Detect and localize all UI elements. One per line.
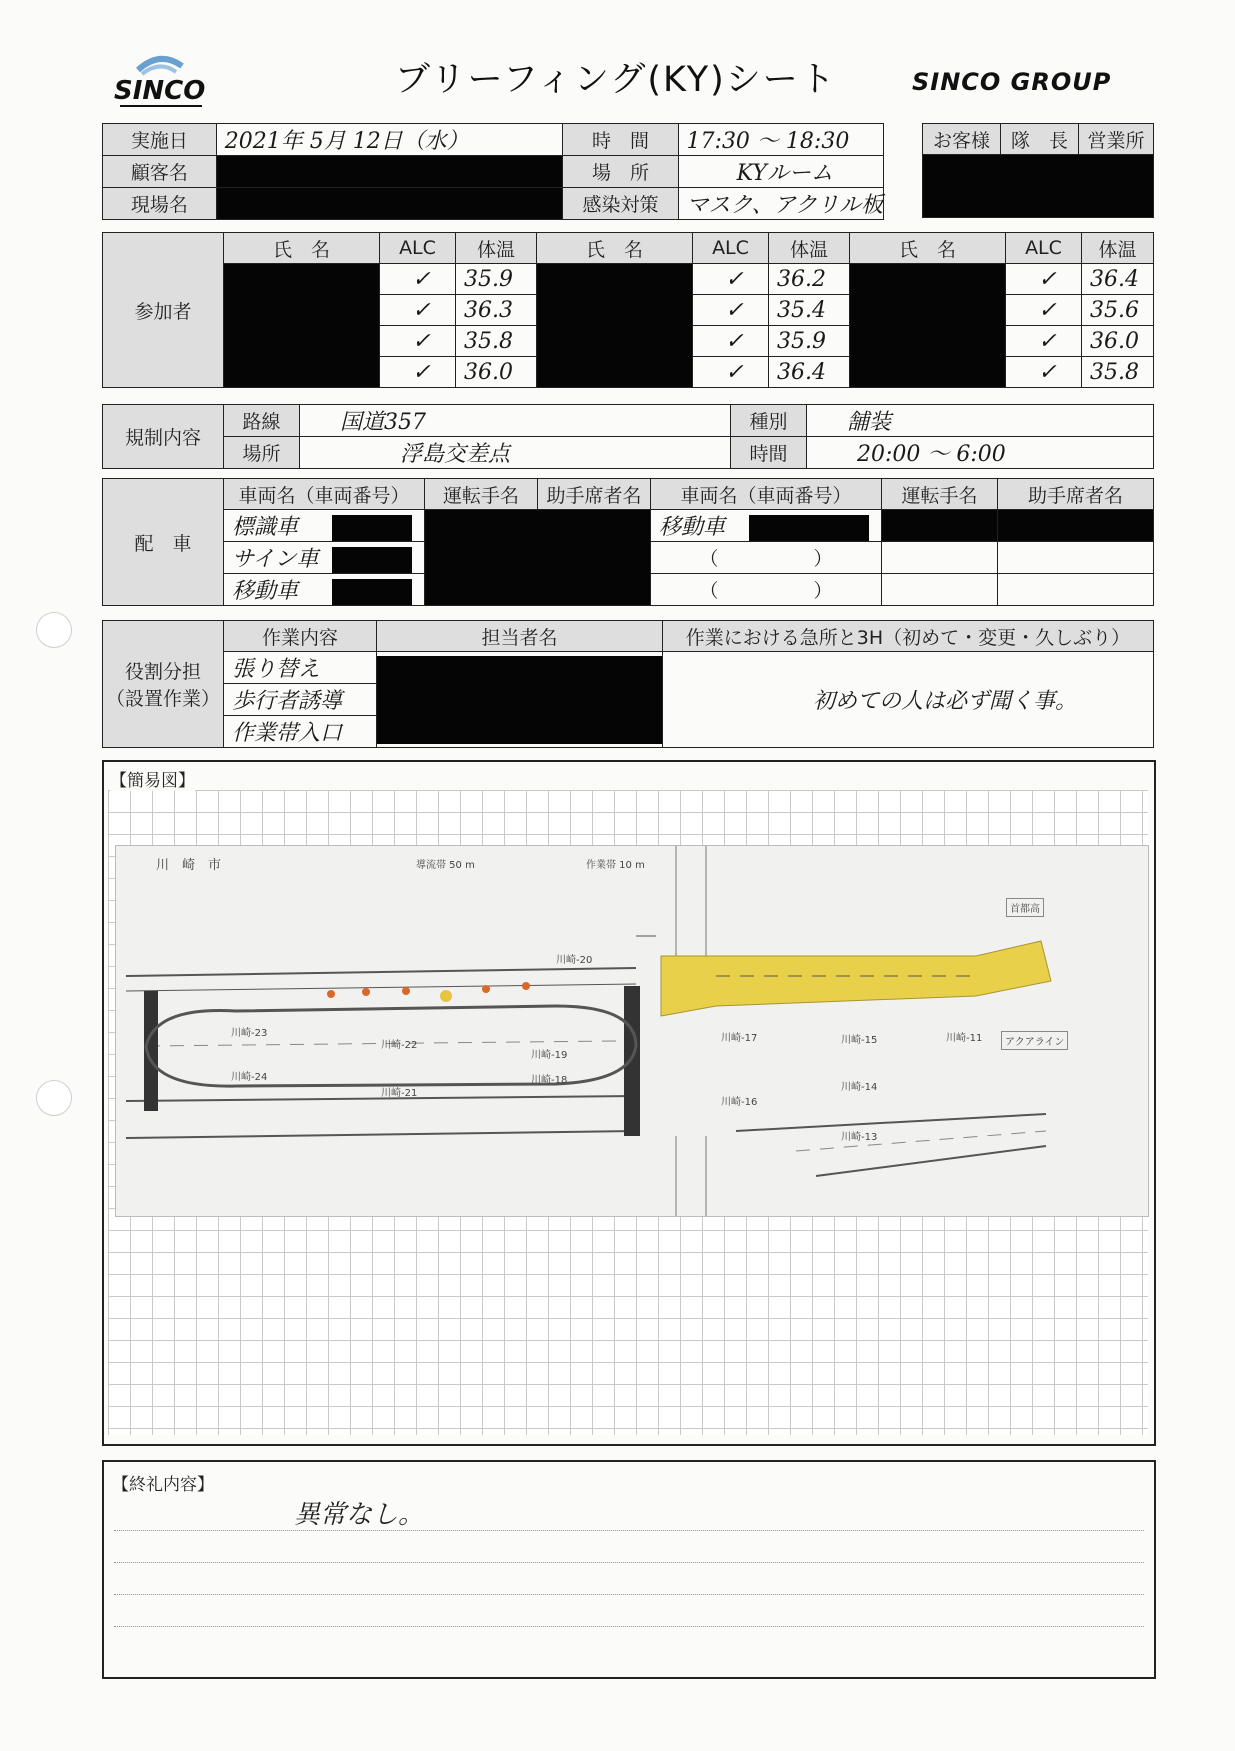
assistant-empty bbox=[998, 574, 1154, 606]
infection-value: マスク、アクリル板 bbox=[678, 188, 883, 220]
crew-redacted bbox=[425, 510, 651, 606]
roles-label-line1: 役割分担 bbox=[124, 661, 201, 683]
driver-header: 運転手名 bbox=[425, 479, 538, 510]
map-aqualine-label: アクアライン bbox=[1001, 1031, 1068, 1050]
task-item: 張り替え bbox=[224, 652, 377, 684]
vehicle-number-redacted bbox=[332, 547, 412, 573]
map-work-zone-label: 作業帯 10 m bbox=[586, 860, 645, 871]
vehicle-number-redacted bbox=[332, 579, 412, 605]
vehicle-name-empty: （ ） bbox=[651, 542, 882, 574]
temperature: 35.4 bbox=[769, 295, 850, 326]
route-value: 国道357 bbox=[300, 405, 731, 437]
alc-check: ✓ bbox=[693, 357, 769, 388]
page-title: ブリーフィング(KY)シート bbox=[395, 60, 837, 100]
vehicle-header: 車両名（車両番号） bbox=[651, 479, 882, 510]
vehicle-header: 車両名（車両番号） bbox=[224, 479, 425, 510]
alc-header: ALC bbox=[1006, 233, 1082, 264]
reg-time-value: 20:00 ～ 6:00 bbox=[807, 437, 1154, 469]
roles-label-line2: （設置作業） bbox=[105, 688, 220, 710]
route-label: 路線 bbox=[224, 405, 300, 437]
vehicles-label: 配 車 bbox=[103, 479, 224, 606]
closing-section bbox=[102, 1460, 1156, 1679]
task-item: 作業帯入口 bbox=[224, 716, 377, 748]
infection-label: 感染対策 bbox=[563, 188, 678, 220]
map-sign-label: 川崎-19 bbox=[531, 1050, 568, 1061]
assignee-cell bbox=[377, 652, 663, 748]
alc-check: ✓ bbox=[380, 295, 456, 326]
alc-check: ✓ bbox=[1006, 295, 1082, 326]
driver-empty bbox=[882, 542, 998, 574]
driver-redacted bbox=[882, 510, 998, 542]
vehicle-name-text: 標識車 bbox=[232, 515, 299, 540]
alc-check: ✓ bbox=[380, 357, 456, 388]
temperature: 36.0 bbox=[456, 357, 537, 388]
map-sign-label: 川崎-24 bbox=[231, 1072, 268, 1083]
place-value: 浮島交差点 bbox=[300, 437, 731, 469]
closing-text: 異常なし。 bbox=[294, 1500, 425, 1530]
place-value: KYルーム bbox=[678, 156, 883, 188]
regulation-label: 規制内容 bbox=[103, 405, 224, 469]
alc-check: ✓ bbox=[1006, 326, 1082, 357]
punch-hole bbox=[36, 612, 72, 648]
map-sign-label: 川崎-17 bbox=[721, 1033, 758, 1044]
task-item: 歩行者誘導 bbox=[224, 684, 377, 716]
ruled-line bbox=[114, 1530, 1144, 1531]
alc-check: ✓ bbox=[693, 264, 769, 295]
place-label: 場 所 bbox=[563, 156, 678, 188]
reg-time-label: 時間 bbox=[731, 437, 807, 469]
type-value: 舗装 bbox=[807, 405, 1154, 437]
captain-stamp-header: 隊 長 bbox=[1001, 124, 1079, 155]
temperature: 36.2 bbox=[769, 264, 850, 295]
ruled-line bbox=[114, 1594, 1144, 1595]
site-map bbox=[115, 845, 1149, 1217]
vehicle-name-text: 移動車 bbox=[232, 579, 299, 604]
assignee-redacted bbox=[377, 656, 662, 744]
place-label: 場所 bbox=[224, 437, 300, 469]
assistant-header: 助手席者名 bbox=[998, 479, 1154, 510]
map-sign-label: 川崎-21 bbox=[381, 1088, 418, 1099]
temp-header: 体温 bbox=[456, 233, 537, 264]
alc-check: ✓ bbox=[1006, 357, 1082, 388]
map-drawing bbox=[116, 846, 1148, 1216]
office-stamp-header: 営業所 bbox=[1079, 124, 1154, 155]
map-sign-label: 川崎-14 bbox=[841, 1082, 878, 1093]
vehicles-table bbox=[102, 478, 1154, 606]
map-sign-label: 川崎-20 bbox=[556, 955, 593, 966]
name-header: 氏 名 bbox=[224, 233, 380, 264]
assignee-header: 担当者名 bbox=[377, 621, 663, 652]
approval-table bbox=[922, 123, 1154, 218]
key-points-note: 初めての人は必ず聞く事。 bbox=[663, 652, 1154, 748]
time-value: 17:30 ～ 18:30 bbox=[678, 124, 883, 156]
alc-header: ALC bbox=[693, 233, 769, 264]
punch-hole bbox=[36, 1080, 72, 1116]
driver-header: 運転手名 bbox=[882, 479, 998, 510]
alc-check: ✓ bbox=[693, 295, 769, 326]
logo-text: SINCO bbox=[114, 76, 206, 106]
map-sign-label: 川崎-18 bbox=[531, 1075, 568, 1086]
map-city-label: 川 崎 市 bbox=[156, 858, 222, 873]
name-header: 氏 名 bbox=[537, 233, 693, 264]
temp-header: 体温 bbox=[769, 233, 850, 264]
temperature: 36.4 bbox=[769, 357, 850, 388]
sinco-logo bbox=[110, 48, 210, 110]
alc-check: ✓ bbox=[380, 326, 456, 357]
roles-label bbox=[103, 621, 224, 748]
key-points-header: 作業における急所と3H（初めて・変更・久しぶり） bbox=[663, 621, 1154, 652]
closing-label: 【終礼内容】 bbox=[112, 1475, 214, 1495]
alc-check: ✓ bbox=[693, 326, 769, 357]
temperature: 36.0 bbox=[1082, 326, 1154, 357]
map-sign-label: 川崎-16 bbox=[721, 1097, 758, 1108]
temperature: 36.4 bbox=[1082, 264, 1154, 295]
vehicle-name-text: サイン車 bbox=[232, 547, 319, 572]
vehicle-name bbox=[224, 574, 425, 606]
map-expressway-label: 首都高 bbox=[1006, 898, 1044, 917]
diagram-label: 【簡易図】 bbox=[110, 766, 195, 791]
info-table bbox=[102, 123, 884, 220]
participant-names-redacted bbox=[224, 264, 380, 388]
vehicle-name-text: 移動車 bbox=[659, 515, 726, 540]
date-value: 2021年 5月 12日（水） bbox=[216, 124, 563, 156]
vehicle-name bbox=[224, 510, 425, 542]
assistant-redacted bbox=[998, 510, 1154, 542]
customer-redacted bbox=[216, 156, 563, 188]
temperature: 36.3 bbox=[456, 295, 537, 326]
assistant-header: 助手席者名 bbox=[538, 479, 651, 510]
customer-label: 顧客名 bbox=[103, 156, 217, 188]
driver-empty bbox=[882, 574, 998, 606]
stamps-redacted bbox=[923, 155, 1154, 218]
type-label: 種別 bbox=[731, 405, 807, 437]
vehicle-name-empty: （ ） bbox=[651, 574, 882, 606]
participants-table bbox=[102, 232, 1154, 388]
vehicle-name bbox=[224, 542, 425, 574]
alc-check: ✓ bbox=[380, 264, 456, 295]
assistant-empty bbox=[998, 542, 1154, 574]
temperature: 35.6 bbox=[1082, 295, 1154, 326]
site-redacted bbox=[216, 188, 563, 220]
vehicle-number-redacted bbox=[332, 515, 412, 541]
map-sign-label: 川崎-15 bbox=[841, 1035, 878, 1046]
site-label: 現場名 bbox=[103, 188, 217, 220]
time-label: 時 間 bbox=[563, 124, 678, 156]
group-logo: SINCO GROUP bbox=[912, 68, 1112, 96]
participant-names-redacted bbox=[537, 264, 693, 388]
task-header: 作業内容 bbox=[224, 621, 377, 652]
roles-table bbox=[102, 620, 1154, 748]
alc-check: ✓ bbox=[1006, 264, 1082, 295]
date-label: 実施日 bbox=[103, 124, 217, 156]
regulation-table bbox=[102, 404, 1154, 469]
map-sign-label: 川崎-23 bbox=[231, 1028, 268, 1039]
participants-label: 参加者 bbox=[103, 233, 224, 388]
map-sign-label: 川崎-22 bbox=[381, 1040, 418, 1051]
temperature: 35.8 bbox=[456, 326, 537, 357]
temperature: 35.9 bbox=[456, 264, 537, 295]
vehicle-name bbox=[651, 510, 882, 542]
customer-stamp-header: お客様 bbox=[923, 124, 1001, 155]
ruled-line bbox=[114, 1562, 1144, 1563]
map-sign-label: 川崎-13 bbox=[841, 1132, 878, 1143]
participant-names-redacted bbox=[850, 264, 1006, 388]
ruled-line bbox=[114, 1626, 1144, 1627]
map-guide-zone-label: 導流帯 50 m bbox=[416, 860, 475, 871]
name-header: 氏 名 bbox=[850, 233, 1006, 264]
temp-header: 体温 bbox=[1082, 233, 1154, 264]
alc-header: ALC bbox=[380, 233, 456, 264]
map-sign-label: 川崎-11 bbox=[946, 1033, 983, 1044]
vehicle-number-redacted bbox=[749, 515, 869, 541]
temperature: 35.9 bbox=[769, 326, 850, 357]
temperature: 35.8 bbox=[1082, 357, 1154, 388]
